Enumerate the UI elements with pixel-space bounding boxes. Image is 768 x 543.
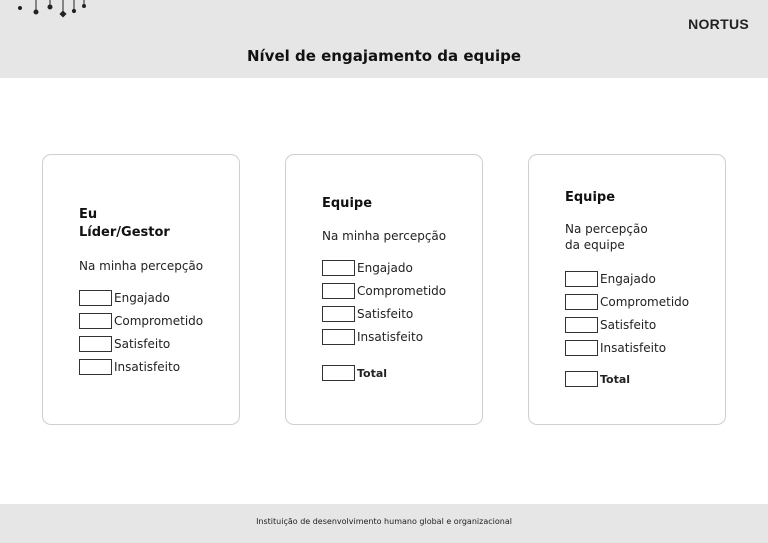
option-label: Engajado: [114, 291, 170, 305]
page-title: Nível de engajamento da equipe: [246, 47, 522, 65]
option-insatisfeito[interactable]: [565, 340, 666, 356]
card-subtitle-line2: da equipe: [565, 238, 625, 252]
card-title-line1: Eu: [79, 207, 98, 222]
checkbox-satisfeito[interactable]: [565, 317, 598, 333]
card-leader: [42, 154, 240, 425]
checkbox-comprometido[interactable]: [322, 283, 355, 299]
option-label: Insatisfeito: [114, 360, 181, 374]
card-subtitle: Na minha percepção: [322, 229, 447, 243]
card-title-line2: Líder/Gestor: [79, 225, 170, 240]
card-subtitle-line1: Na percepção: [565, 222, 648, 236]
checkbox-insatisfeito[interactable]: [79, 359, 112, 375]
option-engajado[interactable]: [322, 260, 413, 276]
option-label: Comprometido: [600, 295, 690, 309]
constellation-logo-icon: [16, 0, 96, 22]
checkbox-comprometido[interactable]: [565, 294, 598, 310]
total-label: Total: [600, 372, 631, 386]
option-label: Insatisfeito: [357, 330, 424, 344]
header-bar: [0, 0, 768, 78]
checkbox-insatisfeito[interactable]: [565, 340, 598, 356]
option-label: Engajado: [357, 261, 413, 275]
option-comprometido[interactable]: [79, 313, 203, 329]
brand-logo-text: NORTUS: [688, 16, 749, 32]
option-comprometido[interactable]: [565, 294, 689, 310]
option-satisfeito[interactable]: [322, 306, 413, 322]
checkbox-engajado[interactable]: [79, 290, 112, 306]
option-insatisfeito[interactable]: [322, 329, 423, 345]
option-label: Satisfeito: [357, 307, 414, 321]
option-satisfeito[interactable]: [79, 336, 170, 352]
total-input-box[interactable]: [322, 365, 355, 381]
option-label: Insatisfeito: [600, 341, 667, 355]
checkbox-insatisfeito[interactable]: [322, 329, 355, 345]
card-team-team-perception: [528, 154, 726, 425]
checkbox-engajado[interactable]: [322, 260, 355, 276]
card-team-my-perception: [285, 154, 483, 425]
footer-bar: [0, 504, 768, 543]
checkbox-engajado[interactable]: [565, 271, 598, 287]
checkbox-satisfeito[interactable]: [79, 336, 112, 352]
option-comprometido[interactable]: [322, 283, 446, 299]
card-title: Equipe: [322, 196, 373, 211]
footer-text: Instituição de desenvolvimento humano global e organizacional: [256, 517, 512, 526]
checkbox-comprometido[interactable]: [79, 313, 112, 329]
option-label: Satisfeito: [600, 318, 657, 332]
option-total[interactable]: [565, 371, 630, 387]
card-subtitle: Na minha percepção: [79, 259, 204, 273]
option-insatisfeito[interactable]: [79, 359, 180, 375]
option-label: Comprometido: [357, 284, 447, 298]
total-input-box[interactable]: [565, 371, 598, 387]
option-label: Satisfeito: [114, 337, 171, 351]
checkbox-satisfeito[interactable]: [322, 306, 355, 322]
option-label: Comprometido: [114, 314, 204, 328]
option-label: Engajado: [600, 272, 656, 286]
option-engajado[interactable]: [565, 271, 656, 287]
option-total[interactable]: [322, 365, 387, 381]
total-label: Total: [357, 366, 388, 380]
option-satisfeito[interactable]: [565, 317, 656, 333]
option-engajado[interactable]: [79, 290, 170, 306]
card-title: Equipe: [565, 190, 616, 205]
